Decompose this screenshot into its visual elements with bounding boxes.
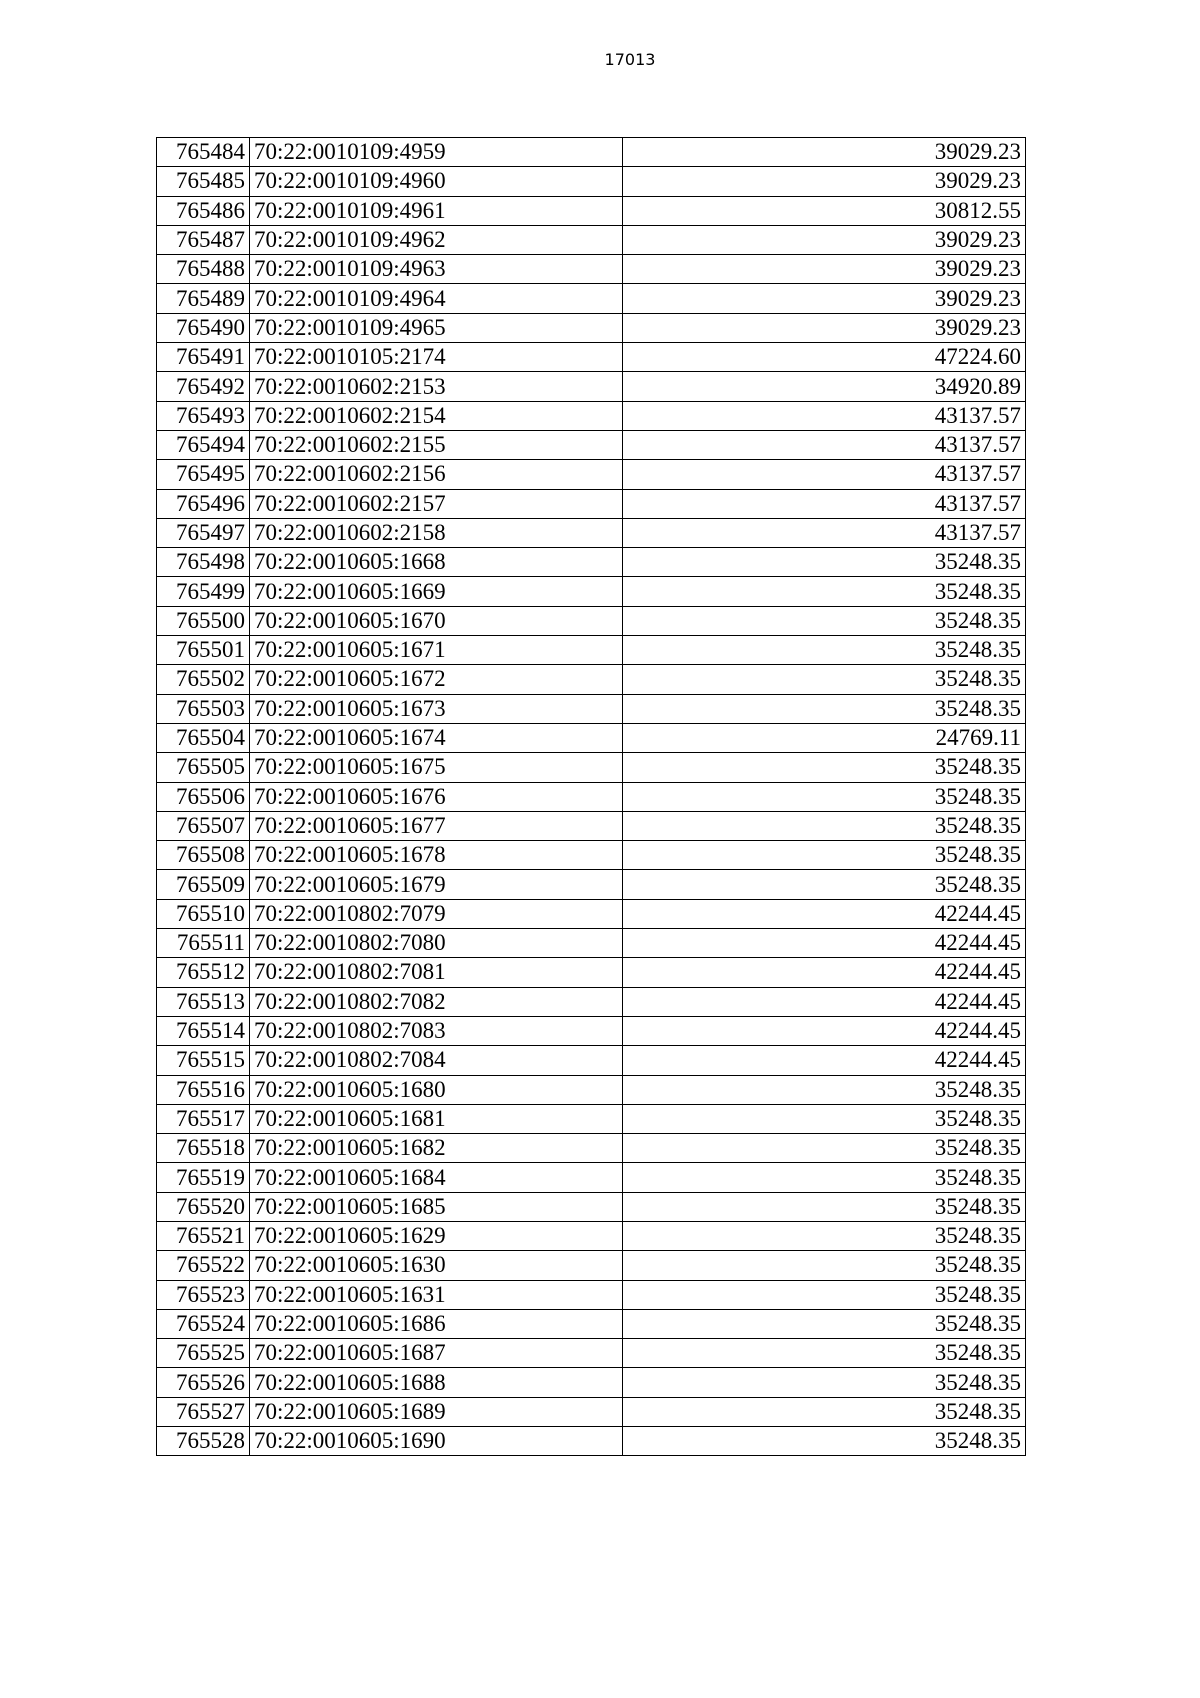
cadastral-number-cell: 70:22:0010605:1686 [250, 1309, 623, 1338]
cadastral-number-cell: 70:22:0010605:1671 [250, 636, 623, 665]
row-number-cell: 765517 [157, 1104, 250, 1133]
row-number-cell: 765496 [157, 489, 250, 518]
table-row [157, 372, 1026, 401]
cadastral-number-cell: 70:22:0010602:2155 [250, 430, 623, 459]
table-row [157, 401, 1026, 430]
table-row [157, 138, 1026, 167]
cadastral-number-cell: 70:22:0010109:4959 [250, 138, 623, 167]
table-row [157, 987, 1026, 1016]
cadastral-value-table [156, 137, 1026, 1456]
value-cell: 43137.57 [623, 430, 1026, 459]
value-cell: 35248.35 [623, 841, 1026, 870]
row-number-cell: 765497 [157, 518, 250, 547]
value-cell: 35248.35 [623, 1397, 1026, 1426]
table-row [157, 606, 1026, 635]
cadastral-number-cell: 70:22:0010605:1689 [250, 1397, 623, 1426]
row-number-cell: 765490 [157, 313, 250, 342]
row-number-cell: 765505 [157, 753, 250, 782]
row-number-cell: 765487 [157, 225, 250, 254]
table-row [157, 430, 1026, 459]
table-row [157, 489, 1026, 518]
cadastral-number-cell: 70:22:0010605:1687 [250, 1339, 623, 1368]
page-number: 17013 [604, 50, 656, 69]
value-cell: 35248.35 [623, 870, 1026, 899]
table-row [157, 1016, 1026, 1045]
cadastral-number-cell: 70:22:0010109:4964 [250, 284, 623, 313]
cadastral-number-cell: 70:22:0010109:4965 [250, 313, 623, 342]
value-cell: 35248.35 [623, 1075, 1026, 1104]
table-row [157, 225, 1026, 254]
row-number-cell: 765503 [157, 694, 250, 723]
value-cell: 35248.35 [623, 548, 1026, 577]
cadastral-number-cell: 70:22:0010605:1629 [250, 1221, 623, 1250]
cadastral-number-cell: 70:22:0010605:1679 [250, 870, 623, 899]
table-row [157, 255, 1026, 284]
value-cell: 35248.35 [623, 665, 1026, 694]
row-number-cell: 765518 [157, 1134, 250, 1163]
value-cell: 35248.35 [623, 1368, 1026, 1397]
row-number-cell: 765525 [157, 1339, 250, 1368]
row-number-cell: 765507 [157, 811, 250, 840]
table-row [157, 313, 1026, 342]
table-row [157, 284, 1026, 313]
table-row [157, 1397, 1026, 1426]
cadastral-number-cell: 70:22:0010605:1670 [250, 606, 623, 635]
value-cell: 39029.23 [623, 225, 1026, 254]
table-row [157, 841, 1026, 870]
value-cell: 35248.35 [623, 694, 1026, 723]
table-row [157, 1192, 1026, 1221]
table-row [157, 899, 1026, 928]
row-number-cell: 765495 [157, 460, 250, 489]
cadastral-number-cell: 70:22:0010802:7084 [250, 1046, 623, 1075]
cadastral-number-cell: 70:22:0010605:1669 [250, 577, 623, 606]
table-row [157, 518, 1026, 547]
value-cell: 35248.35 [623, 636, 1026, 665]
table-row [157, 1251, 1026, 1280]
cadastral-number-cell: 70:22:0010605:1668 [250, 548, 623, 577]
row-number-cell: 765519 [157, 1163, 250, 1192]
table-body [157, 138, 1026, 1456]
table-row [157, 343, 1026, 372]
value-cell: 42244.45 [623, 987, 1026, 1016]
value-cell: 24769.11 [623, 723, 1026, 752]
value-cell: 35248.35 [623, 1192, 1026, 1221]
value-cell: 35248.35 [623, 606, 1026, 635]
row-number-cell: 765526 [157, 1368, 250, 1397]
table-row [157, 723, 1026, 752]
row-number-cell: 765498 [157, 548, 250, 577]
value-cell: 35248.35 [623, 1339, 1026, 1368]
row-number-cell: 765508 [157, 841, 250, 870]
table-row [157, 1427, 1026, 1456]
row-number-cell: 765516 [157, 1075, 250, 1104]
row-number-cell: 765502 [157, 665, 250, 694]
table-row [157, 1134, 1026, 1163]
table-row [157, 548, 1026, 577]
row-number-cell: 765511 [157, 929, 250, 958]
value-cell: 42244.45 [623, 1046, 1026, 1075]
row-number-cell: 765523 [157, 1280, 250, 1309]
table-row [157, 1163, 1026, 1192]
cadastral-number-cell: 70:22:0010605:1675 [250, 753, 623, 782]
row-number-cell: 765512 [157, 958, 250, 987]
value-cell: 35248.35 [623, 1134, 1026, 1163]
value-cell: 35248.35 [623, 1309, 1026, 1338]
value-cell: 35248.35 [623, 753, 1026, 782]
value-cell: 39029.23 [623, 284, 1026, 313]
table-row [157, 870, 1026, 899]
cadastral-number-cell: 70:22:0010605:1682 [250, 1134, 623, 1163]
cadastral-number-cell: 70:22:0010605:1676 [250, 782, 623, 811]
cadastral-number-cell: 70:22:0010605:1678 [250, 841, 623, 870]
cadastral-number-cell: 70:22:0010605:1674 [250, 723, 623, 752]
value-cell: 43137.57 [623, 518, 1026, 547]
row-number-cell: 765521 [157, 1221, 250, 1250]
value-cell: 42244.45 [623, 958, 1026, 987]
cadastral-number-cell: 70:22:0010109:4963 [250, 255, 623, 284]
value-cell: 43137.57 [623, 489, 1026, 518]
table-row [157, 1280, 1026, 1309]
table-row [157, 1368, 1026, 1397]
cadastral-number-cell: 70:22:0010605:1688 [250, 1368, 623, 1397]
value-cell: 34920.89 [623, 372, 1026, 401]
table-row [157, 577, 1026, 606]
table-row [157, 460, 1026, 489]
row-number-cell: 765513 [157, 987, 250, 1016]
cadastral-number-cell: 70:22:0010605:1672 [250, 665, 623, 694]
cadastral-number-cell: 70:22:0010602:2157 [250, 489, 623, 518]
cadastral-number-cell: 70:22:0010605:1685 [250, 1192, 623, 1221]
row-number-cell: 765484 [157, 138, 250, 167]
value-cell: 35248.35 [623, 1280, 1026, 1309]
value-cell: 35248.35 [623, 1427, 1026, 1456]
row-number-cell: 765494 [157, 430, 250, 459]
row-number-cell: 765506 [157, 782, 250, 811]
value-cell: 39029.23 [623, 167, 1026, 196]
value-cell: 39029.23 [623, 313, 1026, 342]
value-cell: 35248.35 [623, 1104, 1026, 1133]
cadastral-number-cell: 70:22:0010109:4961 [250, 196, 623, 225]
cadastral-number-cell: 70:22:0010605:1631 [250, 1280, 623, 1309]
row-number-cell: 765499 [157, 577, 250, 606]
value-cell: 35248.35 [623, 782, 1026, 811]
cadastral-number-cell: 70:22:0010602:2156 [250, 460, 623, 489]
cadastral-number-cell: 70:22:0010802:7083 [250, 1016, 623, 1045]
row-number-cell: 765493 [157, 401, 250, 430]
row-number-cell: 765486 [157, 196, 250, 225]
row-number-cell: 765520 [157, 1192, 250, 1221]
table-row [157, 1339, 1026, 1368]
cadastral-number-cell: 70:22:0010605:1630 [250, 1251, 623, 1280]
row-number-cell: 765527 [157, 1397, 250, 1426]
row-number-cell: 765489 [157, 284, 250, 313]
cadastral-number-cell: 70:22:0010602:2154 [250, 401, 623, 430]
cadastral-number-cell: 70:22:0010605:1677 [250, 811, 623, 840]
table-row [157, 1075, 1026, 1104]
value-cell: 42244.45 [623, 929, 1026, 958]
cadastral-number-cell: 70:22:0010802:7082 [250, 987, 623, 1016]
cadastral-number-cell: 70:22:0010802:7080 [250, 929, 623, 958]
table-row [157, 1104, 1026, 1133]
table-row [157, 665, 1026, 694]
cadastral-number-cell: 70:22:0010605:1684 [250, 1163, 623, 1192]
row-number-cell: 765509 [157, 870, 250, 899]
cadastral-number-cell: 70:22:0010109:4962 [250, 225, 623, 254]
row-number-cell: 765514 [157, 1016, 250, 1045]
table-row [157, 811, 1026, 840]
row-number-cell: 765501 [157, 636, 250, 665]
cadastral-number-cell: 70:22:0010802:7081 [250, 958, 623, 987]
cadastral-number-cell: 70:22:0010605:1681 [250, 1104, 623, 1133]
table-row [157, 1221, 1026, 1250]
row-number-cell: 765510 [157, 899, 250, 928]
table-row [157, 958, 1026, 987]
cadastral-number-cell: 70:22:0010605:1690 [250, 1427, 623, 1456]
value-cell: 39029.23 [623, 255, 1026, 284]
row-number-cell: 765491 [157, 343, 250, 372]
value-cell: 42244.45 [623, 899, 1026, 928]
row-number-cell: 765522 [157, 1251, 250, 1280]
table-row [157, 1046, 1026, 1075]
cadastral-number-cell: 70:22:0010602:2153 [250, 372, 623, 401]
value-cell: 35248.35 [623, 1251, 1026, 1280]
value-cell: 47224.60 [623, 343, 1026, 372]
value-cell: 30812.55 [623, 196, 1026, 225]
value-cell: 43137.57 [623, 460, 1026, 489]
row-number-cell: 765488 [157, 255, 250, 284]
row-number-cell: 765515 [157, 1046, 250, 1075]
table-row [157, 196, 1026, 225]
value-cell: 43137.57 [623, 401, 1026, 430]
value-cell: 42244.45 [623, 1016, 1026, 1045]
row-number-cell: 765528 [157, 1427, 250, 1456]
value-cell: 35248.35 [623, 811, 1026, 840]
cadastral-number-cell: 70:22:0010105:2174 [250, 343, 623, 372]
value-cell: 35248.35 [623, 577, 1026, 606]
table-row [157, 929, 1026, 958]
row-number-cell: 765492 [157, 372, 250, 401]
cadastral-number-cell: 70:22:0010602:2158 [250, 518, 623, 547]
table-row [157, 694, 1026, 723]
table-row [157, 636, 1026, 665]
cadastral-number-cell: 70:22:0010109:4960 [250, 167, 623, 196]
table-row [157, 167, 1026, 196]
cadastral-number-cell: 70:22:0010802:7079 [250, 899, 623, 928]
cadastral-number-cell: 70:22:0010605:1680 [250, 1075, 623, 1104]
table-row [157, 753, 1026, 782]
table-row [157, 782, 1026, 811]
row-number-cell: 765524 [157, 1309, 250, 1338]
value-cell: 35248.35 [623, 1163, 1026, 1192]
row-number-cell: 765504 [157, 723, 250, 752]
value-cell: 35248.35 [623, 1221, 1026, 1250]
cadastral-number-cell: 70:22:0010605:1673 [250, 694, 623, 723]
row-number-cell: 765500 [157, 606, 250, 635]
value-cell: 39029.23 [623, 138, 1026, 167]
table-row [157, 1309, 1026, 1338]
row-number-cell: 765485 [157, 167, 250, 196]
